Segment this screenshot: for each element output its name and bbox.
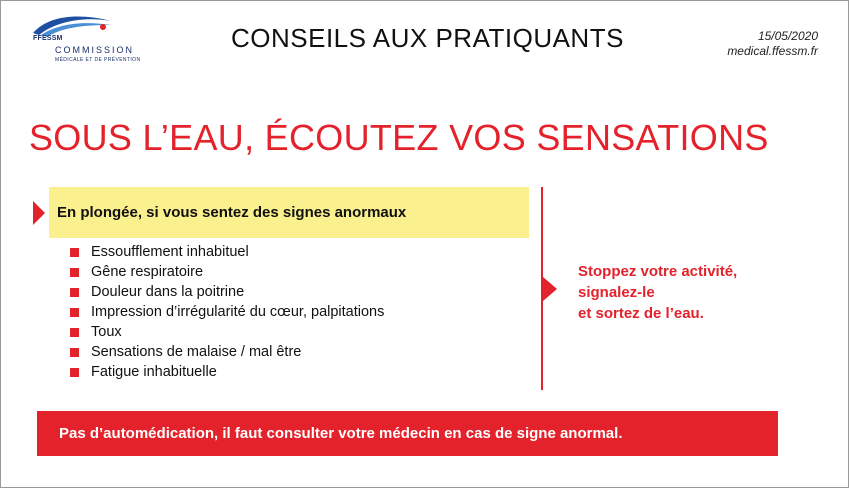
symptom-text: Toux	[91, 324, 122, 340]
section-heading: En plongée, si vous sentez des signes anormaux	[57, 204, 407, 221]
square-bullet-icon	[70, 288, 79, 297]
website-link[interactable]: medical.ffessm.fr	[727, 44, 818, 58]
logo-subtitle: MÉDICALE ET DE PRÉVENTION	[55, 57, 141, 63]
square-bullet-icon	[70, 348, 79, 357]
symptom-text: Sensations de malaise / mal être	[91, 344, 302, 360]
list-item	[69, 302, 384, 322]
list-item	[69, 262, 384, 282]
advice-text	[578, 261, 737, 324]
list-item	[69, 282, 384, 302]
logo-brand: FFESSM	[33, 35, 63, 42]
date: 15/05/2020	[757, 29, 818, 43]
square-bullet-icon	[70, 308, 79, 317]
square-bullet-icon	[70, 268, 79, 277]
symptom-list	[69, 242, 384, 382]
square-bullet-icon	[70, 368, 79, 377]
list-item	[69, 322, 384, 342]
arrow-right-icon	[33, 201, 45, 225]
main-title: SOUS L’EAU, ÉCOUTEZ VOS SENSATIONS	[29, 117, 769, 158]
list-item	[69, 362, 384, 382]
square-bullet-icon	[70, 248, 79, 257]
list-item	[69, 342, 384, 362]
symptom-text: Fatigue inhabituelle	[91, 364, 217, 380]
logo-commission: COMMISSION	[55, 45, 135, 55]
ffessm-logo	[29, 11, 141, 65]
header-title: CONSEILS AUX PRATIQUANTS	[231, 23, 624, 53]
symptom-text: Impression d’irrégularité du cœur, palpitations	[91, 304, 385, 320]
square-bullet-icon	[70, 328, 79, 337]
advice-line: signalez-le	[578, 284, 655, 301]
symptom-text: Essoufflement inhabituel	[91, 244, 249, 260]
footer-text: Pas d’automédication, il faut consulter votre médecin en cas de signe anormal.	[59, 425, 623, 442]
arrow-right-icon	[543, 277, 557, 301]
symptom-text: Douleur dans la poitrine	[91, 284, 245, 300]
list-item	[69, 242, 384, 262]
advice-line: et sortez de l’eau.	[578, 305, 704, 322]
symptom-text: Gêne respiratoire	[91, 264, 204, 280]
header-meta	[727, 29, 818, 59]
advice-line: Stoppez votre activité,	[578, 263, 738, 280]
